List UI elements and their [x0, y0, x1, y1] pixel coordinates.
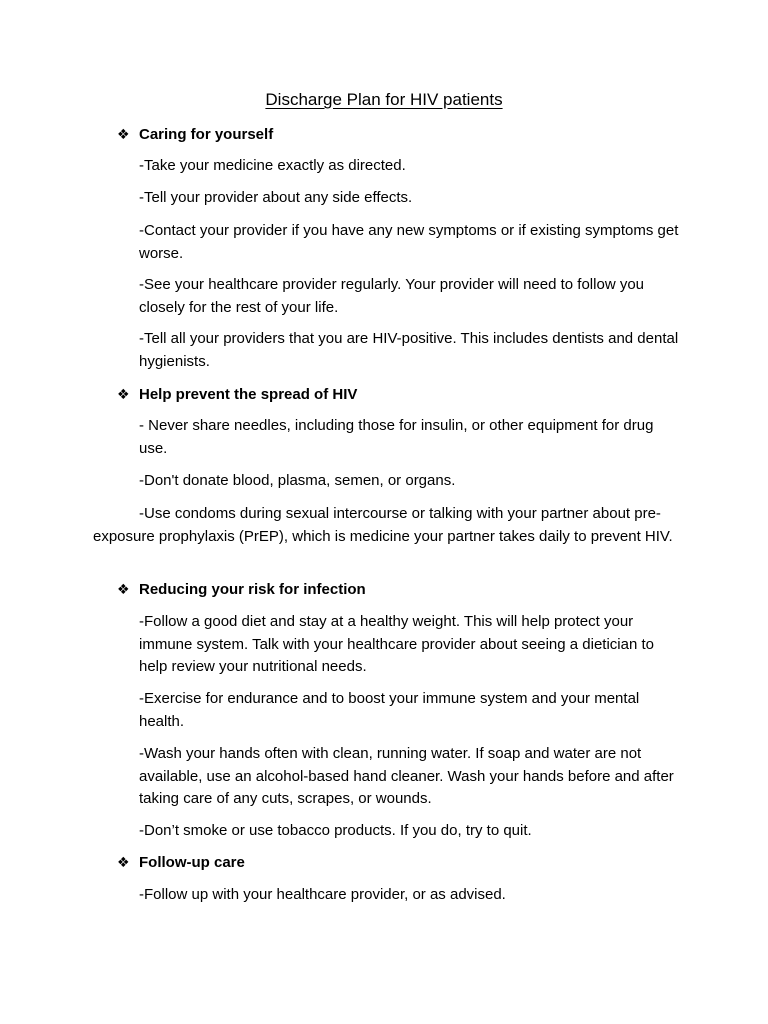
section-heading-reducing-risk [117, 578, 366, 601]
section-heading-label: Help prevent the spread of HIV [139, 386, 358, 403]
paragraph: -Contact your provider if you have any new symptoms or if existing symptoms get worse. [139, 222, 679, 262]
paragraph: -Follow a good diet and stay at a healthy weight. This will help protect your immune system. Talk with your healthcare provider about seeing a dietician to help review your nutritional needs. [139, 613, 654, 675]
document-title: Discharge Plan for HIV patients [265, 90, 503, 109]
paragraph: -Exercise for endurance and to boost your immune system and your mental health. [139, 690, 640, 730]
diamond-bullet-icon: ❖ [117, 581, 130, 597]
paragraph: - Never share needles, including those for insulin, or other equipment for drug use. [139, 417, 654, 457]
diamond-bullet-icon: ❖ [117, 126, 130, 142]
paragraph: -See your healthcare provider regularly. Your provider will need to follow you closely for the rest of your life. [139, 276, 644, 316]
section-heading-label: Caring for yourself [139, 126, 274, 143]
section-heading-caring [117, 123, 273, 146]
paragraph: -Wash your hands often with clean, running water. If soap and water are not available, use an alcohol-based hand cleaner. Wash your hands before and after taking care of any cuts, scrapes, or wounds. [139, 745, 674, 807]
section-heading-follow-up [117, 851, 245, 874]
diamond-bullet-icon: ❖ [117, 854, 130, 870]
section-heading-prevent-spread [117, 383, 357, 406]
paragraph: -Tell all your providers that you are HIV-positive. This includes dentists and dental hygienists. [139, 330, 679, 370]
section-heading-label: Follow-up care [139, 854, 245, 871]
diamond-bullet-icon: ❖ [117, 386, 130, 402]
paragraph: -Follow up with your healthcare provider, or as advised. [139, 886, 506, 903]
paragraph: -Don’t smoke or use tobacco products. If you do, try to quit. [139, 822, 532, 839]
paragraph: -Tell your provider about any side effects. [139, 189, 413, 206]
paragraph: -Use condoms during sexual intercourse or talking with your partner about pre-exposure prophylaxis (PrEP), which is medicine your partner takes daily to prevent HIV. [93, 505, 673, 545]
paragraph: -Take your medicine exactly as directed. [139, 157, 406, 174]
section-heading-label: Reducing your risk for infection [139, 581, 366, 598]
paragraph: -Don't donate blood, plasma, semen, or organs. [139, 472, 456, 489]
